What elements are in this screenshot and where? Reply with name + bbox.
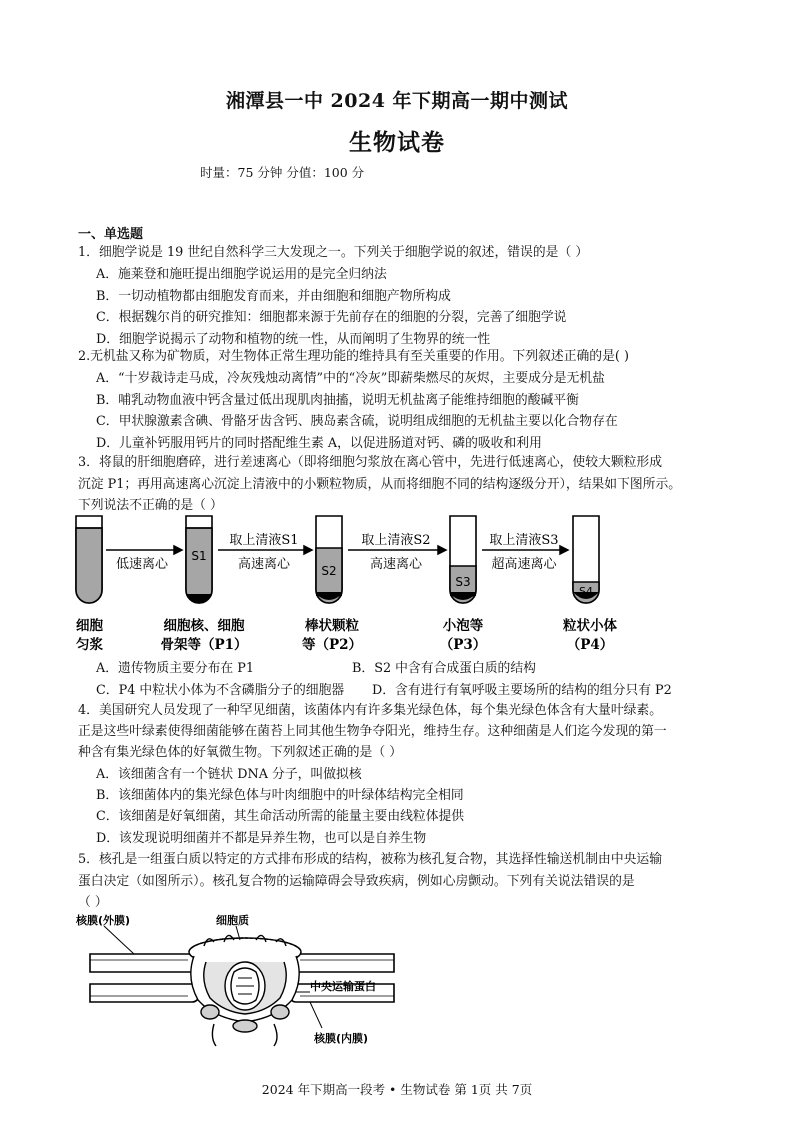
- question-3-option-b: B．S2 中含有合成蛋白质的结构: [352, 661, 536, 676]
- step-2-bottom: 高速离心: [237, 557, 291, 572]
- step-3-top: 取上清液S2: [361, 533, 431, 548]
- caption-p1-line-1: 细胞核、细胞: [163, 618, 245, 634]
- question-4-option-a: A．该细菌含有一个链状 DNA 分子，叫做拟核: [96, 767, 362, 782]
- question-3-option-a: A．遗传物质主要分布在 P1: [96, 661, 255, 676]
- question-5-stem-line-3: （ ）: [78, 895, 108, 910]
- caption-p2-line-1: 棒状颗粒: [305, 618, 359, 634]
- step-4-bottom: 超高速离心: [491, 557, 557, 572]
- section-heading: 一、单选题: [78, 227, 144, 242]
- tube-s3: [450, 516, 476, 603]
- caption-p2-line-2: 等（P2）: [301, 637, 363, 653]
- question-4-stem-line-3: 种含有集光绿色体的好氧微生物。下列叙述正确的是（ ）: [78, 745, 402, 760]
- label-central-transport-protein: 中央运输蛋白: [310, 980, 376, 993]
- question-3-option-c: C．P4 中粒状小体为不含磷脂分子的细胞器: [96, 683, 345, 698]
- tube-label-s4: S4: [579, 585, 593, 598]
- question-3-stem-line-3: 下列说法不正确的是（ ）: [78, 498, 223, 513]
- step-3-bottom: 高速离心: [369, 557, 423, 572]
- tube-label-s2: S2: [321, 564, 337, 578]
- nuclear-pore-diagram: [74, 912, 404, 1062]
- nuclear-pore-complex: [189, 935, 301, 1046]
- question-3-option-d: D．含有进行有氧呼吸主要场所的结构的组分只有 P2: [372, 683, 672, 698]
- exam-title: 湘潭县一中 2024 年下期高一期中测试: [225, 90, 569, 112]
- question-4-option-b: B．该细菌体内的集光绿色体与叶肉细胞中的叶绿体结构完全相同: [96, 788, 464, 803]
- question-4-option-d: D．该发现说明细菌并不都是异养生物，也可以是自养生物: [96, 831, 427, 846]
- caption-p3-line-2: （P3）: [439, 637, 487, 653]
- question-4-option-c: C．该细菌是好氧细菌，其生命活动所需的能量主要由线粒体提供: [96, 809, 465, 824]
- question-2-stem: 2.无机盐又称为矿物质，对生物体正常生理功能的维持具有至关重要的作用。下列叙述正确的是( ): [78, 349, 629, 364]
- question-1-option-c: C．根据魏尔肖的研究推知：细胞都来源于先前存在的细胞的分裂，完善了细胞学说: [96, 310, 567, 325]
- caption-p4-line-2: （P4）: [566, 637, 614, 653]
- label-inner-membrane: 核膜(内膜): [314, 1032, 369, 1045]
- step-2-top: 取上清液S1: [229, 533, 299, 548]
- question-4-stem-line-2: 正是这些叶绿素使得细菌能够在菌苔上同其他生物争夺阳光，维持生存。这种细菌是人们迄今发现的第一: [78, 724, 667, 739]
- label-cytoplasm: 细胞质: [216, 914, 249, 927]
- caption-p4-line-1: 粒状小体: [563, 618, 617, 634]
- caption-homogenate-line-2: 匀浆: [76, 637, 103, 653]
- caption-p3-line-1: 小泡等: [442, 618, 484, 634]
- question-3-stem-line-1: 3．将鼠的肝细胞磨碎，进行差速离心（即将细胞匀浆放在离心管中，先进行低速离心，使较大颗粒形成: [78, 455, 663, 470]
- arrow-step-1: [106, 546, 182, 554]
- question-1-option-b: B．一切动植物都由细胞发育而来，并由细胞和细胞产物所构成: [96, 289, 451, 304]
- tube-s2: [316, 516, 342, 603]
- question-1-option-a: A．施莱登和施旺提出细胞学说运用的是完全归纳法: [96, 267, 387, 282]
- question-2-option-c: C．甲状腺激素含碘、骨骼牙齿含钙、胰岛素含硫，说明组成细胞的无机盐主要以化合物存在: [96, 414, 618, 429]
- caption-p1-line-2: 骨架等（P1）: [160, 637, 248, 653]
- page-footer: 2024 年下期高一段考 • 生物试卷 第 1页 共 7页: [261, 1082, 533, 1097]
- question-1-option-d: D．细胞学说揭示了动物和植物的统一性，从而阐明了生物界的统一性: [96, 332, 491, 347]
- step-1-bottom: 低速离心: [115, 557, 169, 572]
- label-outer-membrane: 核膜(外膜): [76, 914, 131, 927]
- question-2-option-b: B．哺乳动物血液中钙含量过低出现肌肉抽搐，说明无机盐离子能维持细胞的酸碱平衡: [96, 393, 579, 408]
- question-2-option-d: D．儿童补钙服用钙片的同时搭配维生素 A，以促进肠道对钙、磷的吸收和利用: [96, 436, 542, 451]
- centrifuge-diagram: [70, 514, 690, 660]
- exam-subject: 生物试卷: [349, 129, 445, 156]
- question-4-stem-line-1: 4．美国研究人员发现了一种罕见细菌，该菌体内有许多集光绿色体，每个集光绿色体含有大量叶绿素。: [78, 703, 663, 718]
- caption-homogenate-line-1: 细胞: [76, 618, 103, 634]
- tube-homogenate: [76, 516, 102, 603]
- question-5-stem-line-2: 蛋白决定（如图所示）。核孔复合物的运输障碍会导致疾病，例如心房颤动。下列有关说法错误的是: [78, 874, 635, 889]
- question-1-stem: 1．细胞学说是 19 世纪自然科学三大发现之一。下列关于细胞学说的叙述，错误的是（ ）: [78, 245, 589, 260]
- question-2-option-a: A．“十岁裁诗走马成，冷灰残烛动离情”中的“冷灰”即薪柴燃尽的灰烬，主要成分是无机盐: [96, 371, 605, 386]
- step-4-top: 取上清液S3: [489, 533, 559, 548]
- tube-label-s1: S1: [191, 549, 207, 563]
- tube-label-s3: S3: [455, 575, 471, 589]
- question-3-stem-line-2: 沉淀 P1；再用高速离心沉淀上清液中的小颗粒物质，从而将细胞不同的结构逐级分开），结果如下图所示。: [78, 477, 682, 492]
- question-5-stem-line-1: 5．核孔是一组蛋白质以特定的方式排布形成的结构，被称为核孔复合物，其选择性输送机制由中央运输: [78, 852, 663, 867]
- exam-meta: 时量：75 分钟 分值：100 分: [200, 165, 365, 180]
